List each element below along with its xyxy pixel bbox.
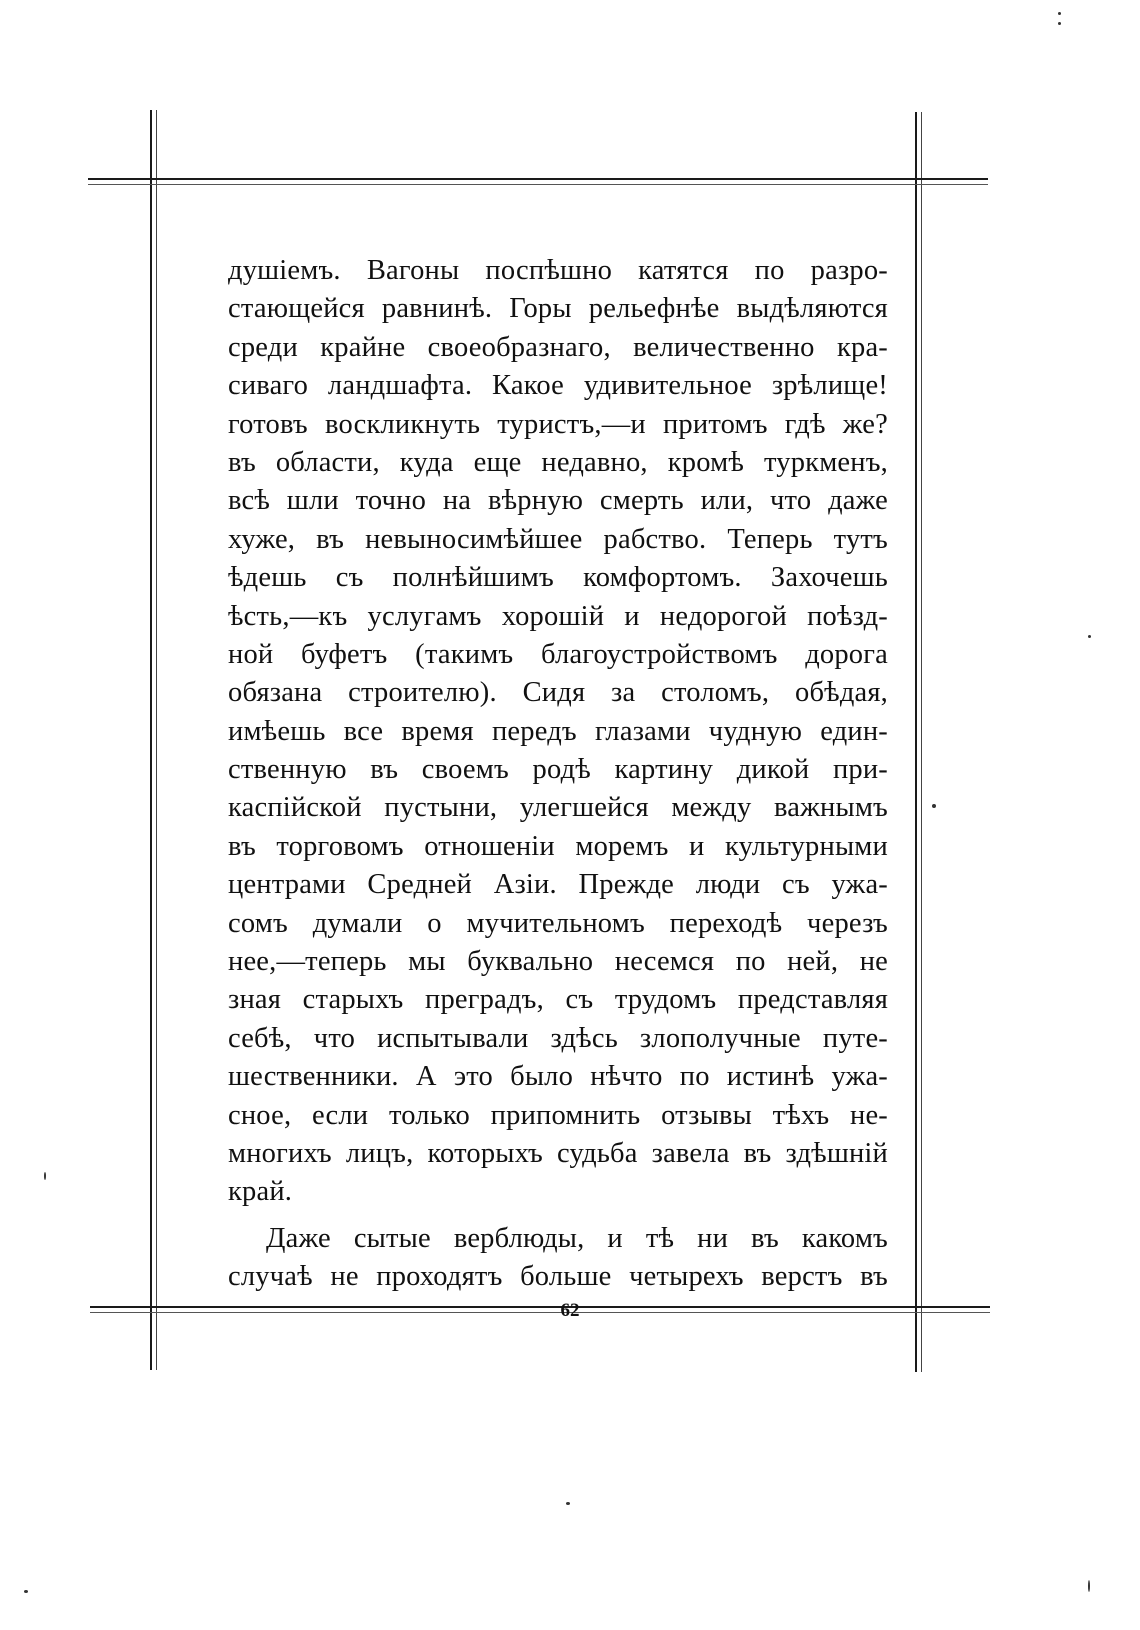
text-line: обязана строителю). Сидя за столомъ, обѣдая, — [228, 677, 888, 709]
text-line: зная старыхъ преградъ, съ трудомъ представляя — [228, 984, 888, 1016]
text-line: многихъ лицъ, которыхъ судьба завела въ здѣшній — [228, 1137, 888, 1169]
text-line: душіемъ. Вагоны поспѣшно катятся по разро- — [228, 255, 888, 286]
text-line: ѣсть,—къ услугамъ хорошій и недорогой поѣзд- — [228, 600, 888, 632]
text-line: хуже, въ невыносимѣйшее рабство. Теперь тутъ — [228, 523, 888, 555]
text-line: каспійской пустыни, улегшейся между важнымъ — [228, 792, 888, 824]
text-line: сиваго ландшафта. Какое удивительное зрѣлище! — [228, 370, 888, 402]
text-line: въ торговомъ отношеніи моремъ и культурными — [228, 830, 888, 862]
page-number: 62 — [560, 1300, 580, 1321]
text-line: себѣ, что испытывали здѣсь злополучные путе- — [228, 1022, 888, 1054]
scan-speck — [566, 1502, 570, 1505]
frame-right-rule-inner — [921, 112, 922, 1372]
frame-left-rule-inner — [156, 110, 157, 1370]
text-line: среди крайне своеобразнаго, величественно кра- — [228, 331, 888, 363]
scan-speck — [24, 1590, 28, 1593]
text-line: ѣдешь съ полнѣйшимъ комфортомъ. Захочешь — [228, 562, 888, 594]
text-line: случаѣ не проходятъ больше четырехъ верстъ въ — [228, 1261, 888, 1293]
frame-right-rule — [915, 112, 917, 1372]
text-line: въ области, куда еще недавно, кромѣ туркменъ, — [228, 446, 888, 478]
text-line: готовъ воскликнуть туристъ,—и притомъ гдѣ же? — [228, 408, 888, 440]
text-line: имѣешь все время передъ глазами чудную един- — [228, 715, 888, 747]
paragraph-gap — [228, 1212, 888, 1220]
body-text — [228, 252, 888, 1297]
frame-top-rule — [88, 178, 988, 180]
scan-speck — [1058, 12, 1061, 15]
scan-speck — [1088, 1580, 1090, 1592]
text-line: центрами Средней Азіи. Прежде люди съ ужа- — [228, 869, 888, 901]
text-line: Даже сытые верблюды, и тѣ ни въ какомъ — [266, 1222, 888, 1254]
frame-top-rule-inner — [88, 184, 988, 185]
text-line: нее,—теперь мы буквально несемся по ней, не — [228, 946, 888, 978]
text-line: сное, если только припомнить отзывы тѣхъ не- — [228, 1099, 888, 1131]
frame-left-rule — [150, 110, 152, 1370]
scan-speck — [1088, 635, 1091, 638]
scan-speck — [932, 804, 936, 808]
text-line: ной буфетъ (такимъ благоустройствомъ дорога — [228, 638, 888, 670]
scan-speck — [44, 1172, 46, 1180]
text-line: сомъ думали о мучительномъ переходѣ черезъ — [228, 907, 888, 939]
text-line: стающейся равнинѣ. Горы рельефнѣе выдѣляются — [228, 293, 888, 325]
text-line: всѣ шли точно на вѣрную смерть или, что даже — [228, 485, 888, 517]
text-line: шественники. А это было нѣчто по истинѣ ужа- — [228, 1061, 888, 1093]
text-line: ственную въ своемъ родѣ картину дикой при- — [228, 754, 888, 786]
scan-speck — [1058, 22, 1061, 25]
text-line: край. — [228, 1176, 293, 1208]
